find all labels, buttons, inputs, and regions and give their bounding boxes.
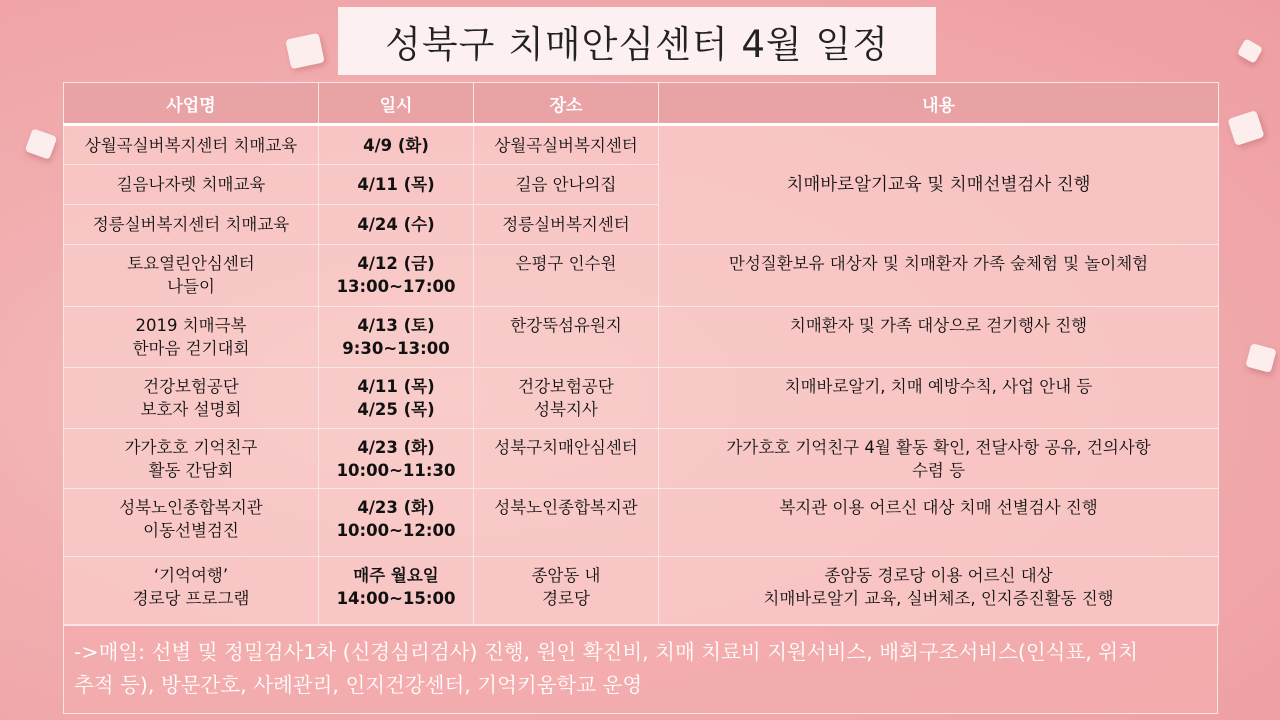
program-cell: 건강보험공단 보호자 설명회: [64, 368, 319, 429]
column-header-content: 내용: [659, 83, 1219, 125]
program-cell: ‘기억여행’ 경로당 프로그램: [64, 557, 319, 625]
datetime-cell: 4/24 (수): [319, 205, 474, 245]
table-row: [64, 245, 1219, 307]
content-cell: 가가호호 기억친구 4월 활동 확인, 전달사항 공유, 건의사항 수렴 등: [659, 429, 1219, 489]
table-row: [64, 489, 1219, 557]
content-cell: 복지관 이용 어르신 대상 치매 선별검사 진행: [659, 489, 1219, 557]
decorative-sugar-cube: [285, 33, 324, 69]
program-cell: 성북노인종합복지관 이동선별검진: [64, 489, 319, 557]
program-cell: 상월곡실버복지센터 치매교육: [64, 125, 319, 165]
footnote-line: 추적 등), 방문간호, 사례관리, 인지건강센터, 기억키움학교 운영: [74, 673, 643, 697]
table-row: [64, 307, 1219, 368]
program-cell: 정릉실버복지센터 치매교육: [64, 205, 319, 245]
place-cell: 성북구치매안심센터: [474, 429, 659, 489]
table-row: [64, 368, 1219, 429]
datetime-cell: 4/23 (화) 10:00~11:30: [319, 429, 474, 489]
decorative-sugar-cube: [25, 128, 58, 159]
program-cell: 길음나자렛 치매교육: [64, 165, 319, 205]
table-row: [64, 429, 1219, 489]
place-cell: 은평구 인수원: [474, 245, 659, 307]
decorative-sugar-cube: [1237, 38, 1263, 64]
place-cell: 상월곡실버복지센터: [474, 125, 659, 165]
datetime-cell: 4/11 (목): [319, 165, 474, 205]
datetime-cell: 4/13 (토) 9:30~13:00: [319, 307, 474, 368]
datetime-cell: 4/11 (목) 4/25 (목): [319, 368, 474, 429]
program-cell: 2019 치매극복 한마음 걷기대회: [64, 307, 319, 368]
content-cell: 치매바로알기, 치매 예방수칙, 사업 안내 등: [659, 368, 1219, 429]
place-cell: 정릉실버복지센터: [474, 205, 659, 245]
decorative-sugar-cube: [1245, 343, 1276, 373]
schedule-table: [63, 82, 1219, 625]
merged-content-cell: 치매바로알기교육 및 치매선별검사 진행: [659, 125, 1219, 245]
decorative-sugar-cube: [1227, 110, 1264, 146]
place-cell: 한강뚝섬유원지: [474, 307, 659, 368]
datetime-cell: 매주 월요일 14:00~15:00: [319, 557, 474, 625]
page-title: 성북구 치매안심센터 4월 일정: [385, 23, 889, 66]
place-cell: 성북노인종합복지관: [474, 489, 659, 557]
place-cell: 길음 안나의집: [474, 165, 659, 205]
place-cell: 건강보험공단 성북지사: [474, 368, 659, 429]
table-header-row: [64, 83, 1219, 125]
program-cell: 토요열린안심센터 나들이: [64, 245, 319, 307]
content-cell: 만성질환보유 대상자 및 치매환자 가족 숲체험 및 놀이체험: [659, 245, 1219, 307]
datetime-cell: 4/9 (화): [319, 125, 474, 165]
datetime-cell: 4/12 (금) 13:00~17:00: [319, 245, 474, 307]
content-cell: 치매환자 및 가족 대상으로 걷기행사 진행: [659, 307, 1219, 368]
table-row: [64, 125, 1219, 165]
column-header-datetime: 일시: [319, 83, 474, 125]
title-banner: [338, 7, 936, 75]
table-row: [64, 557, 1219, 625]
datetime-cell: 4/23 (화) 10:00~12:00: [319, 489, 474, 557]
place-cell: 종암동 내 경로당: [474, 557, 659, 625]
program-cell: 가가호호 기억친구 활동 간담회: [64, 429, 319, 489]
content-cell: 종암동 경로당 이용 어르신 대상 치매바로알기 교육, 실버체조, 인지증진활동 진행: [659, 557, 1219, 625]
column-header-program: 사업명: [64, 83, 319, 125]
footnote-box: [63, 625, 1218, 714]
footnote-line: ->매일: 선별 및 정밀검사1차 (신경심리검사) 진행, 원인 확진비, 치매 치료비 지원서비스, 배회구조서비스(인식표, 위치: [74, 640, 1138, 664]
column-header-place: 장소: [474, 83, 659, 125]
